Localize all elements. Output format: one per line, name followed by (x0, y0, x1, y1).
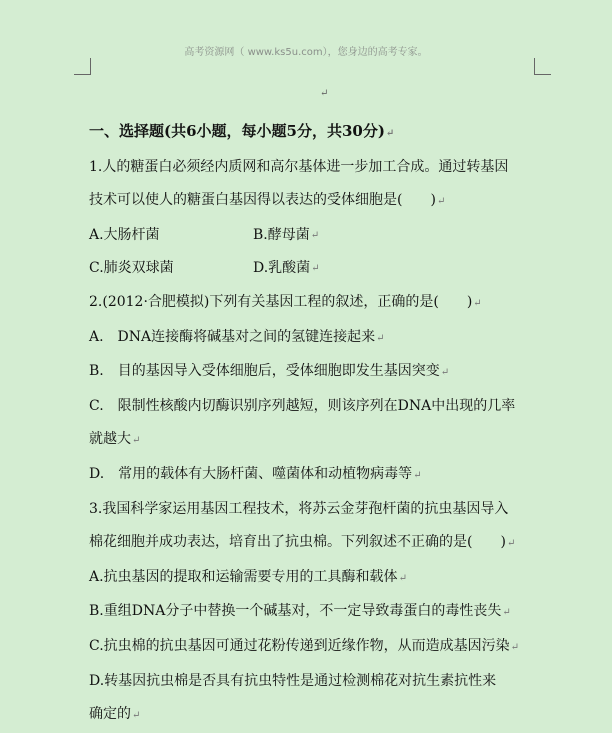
question-2-option-c: C. 限制性核酸内切酶识别序列越短，则该序列在DNA中出现的几率 (89, 397, 516, 414)
question-3-option-a: A.抗虫基因的提取和运输需要专用的工具酶和载体↵ (89, 568, 407, 585)
question-3-option-d-cont: 确定的↵ (89, 706, 141, 723)
option-b: B.酵母菌 (253, 226, 310, 243)
question-3-option-d: D.转基因抗虫棉是否具有抗虫特性是通过检测棉花对抗生素抗性来 (89, 672, 497, 689)
document-body (89, 115, 549, 733)
question-1-line-1: 1.人的糖蛋白必须经内质网和高尔基体进一步加工合成。通过转基因 (89, 158, 509, 175)
option-c: C.肺炎双球菌 (89, 260, 174, 277)
question-1-options-ab: A.大肠杆菌 B.酵母菌 ↵ (89, 219, 549, 253)
section-title: 一、选择题(共6小题，每小题5分，共30分)↵ (89, 122, 395, 140)
question-2-option-c-cont: 就越大↵ (89, 431, 141, 448)
question-3-line-1: 3.我国科学家运用基因工程技术，将苏云金芽孢杆菌的抗虫基因导入 (89, 500, 509, 517)
crop-mark-left (74, 58, 91, 75)
option-d: D.乳酸菌 (253, 260, 311, 277)
question-1-options-cd: C.肺炎双球菌 D.乳酸菌 ↵ (89, 252, 549, 286)
question-1-line-2: 技术可以使人的糖蛋白基因得以表达的受体细胞是( )↵ (89, 192, 446, 209)
question-3-line-2: 棉花细胞并成功表达，培育出了抗虫棉。下列叙述不正确的是( )↵ (89, 534, 516, 551)
option-a: A.大肠杆菌 (89, 226, 160, 243)
question-2-option-a: A. DNA连接酶将碱基对之间的氢键连接起来↵ (89, 328, 385, 345)
question-3-option-c: C.抗虫棉的抗虫基因可通过花粉传递到近缘作物，从而造成基因污染↵ (89, 637, 520, 654)
page-header: 高考资源网（ www.ks5u.com），您身边的高考专家。 (184, 47, 428, 58)
question-3-option-b: B.重组DNA分子中替换一个碱基对，不一定导致毒蛋白的毒性丧失↵ (89, 603, 511, 620)
crop-mark-right (534, 58, 551, 75)
question-2-option-b: B. 目的基因导入受体细胞后，受体细胞即发生基因突变↵ (89, 363, 450, 380)
question-2-option-d: D. 常用的载体有大肠杆菌、噬菌体和动植物病毒等↵ (89, 465, 422, 482)
paragraph-mark-icon: ↵ (320, 88, 329, 99)
question-2-stem: 2.(2012·合肥模拟)下列有关基因工程的叙述，正确的是( )↵ (89, 293, 482, 310)
